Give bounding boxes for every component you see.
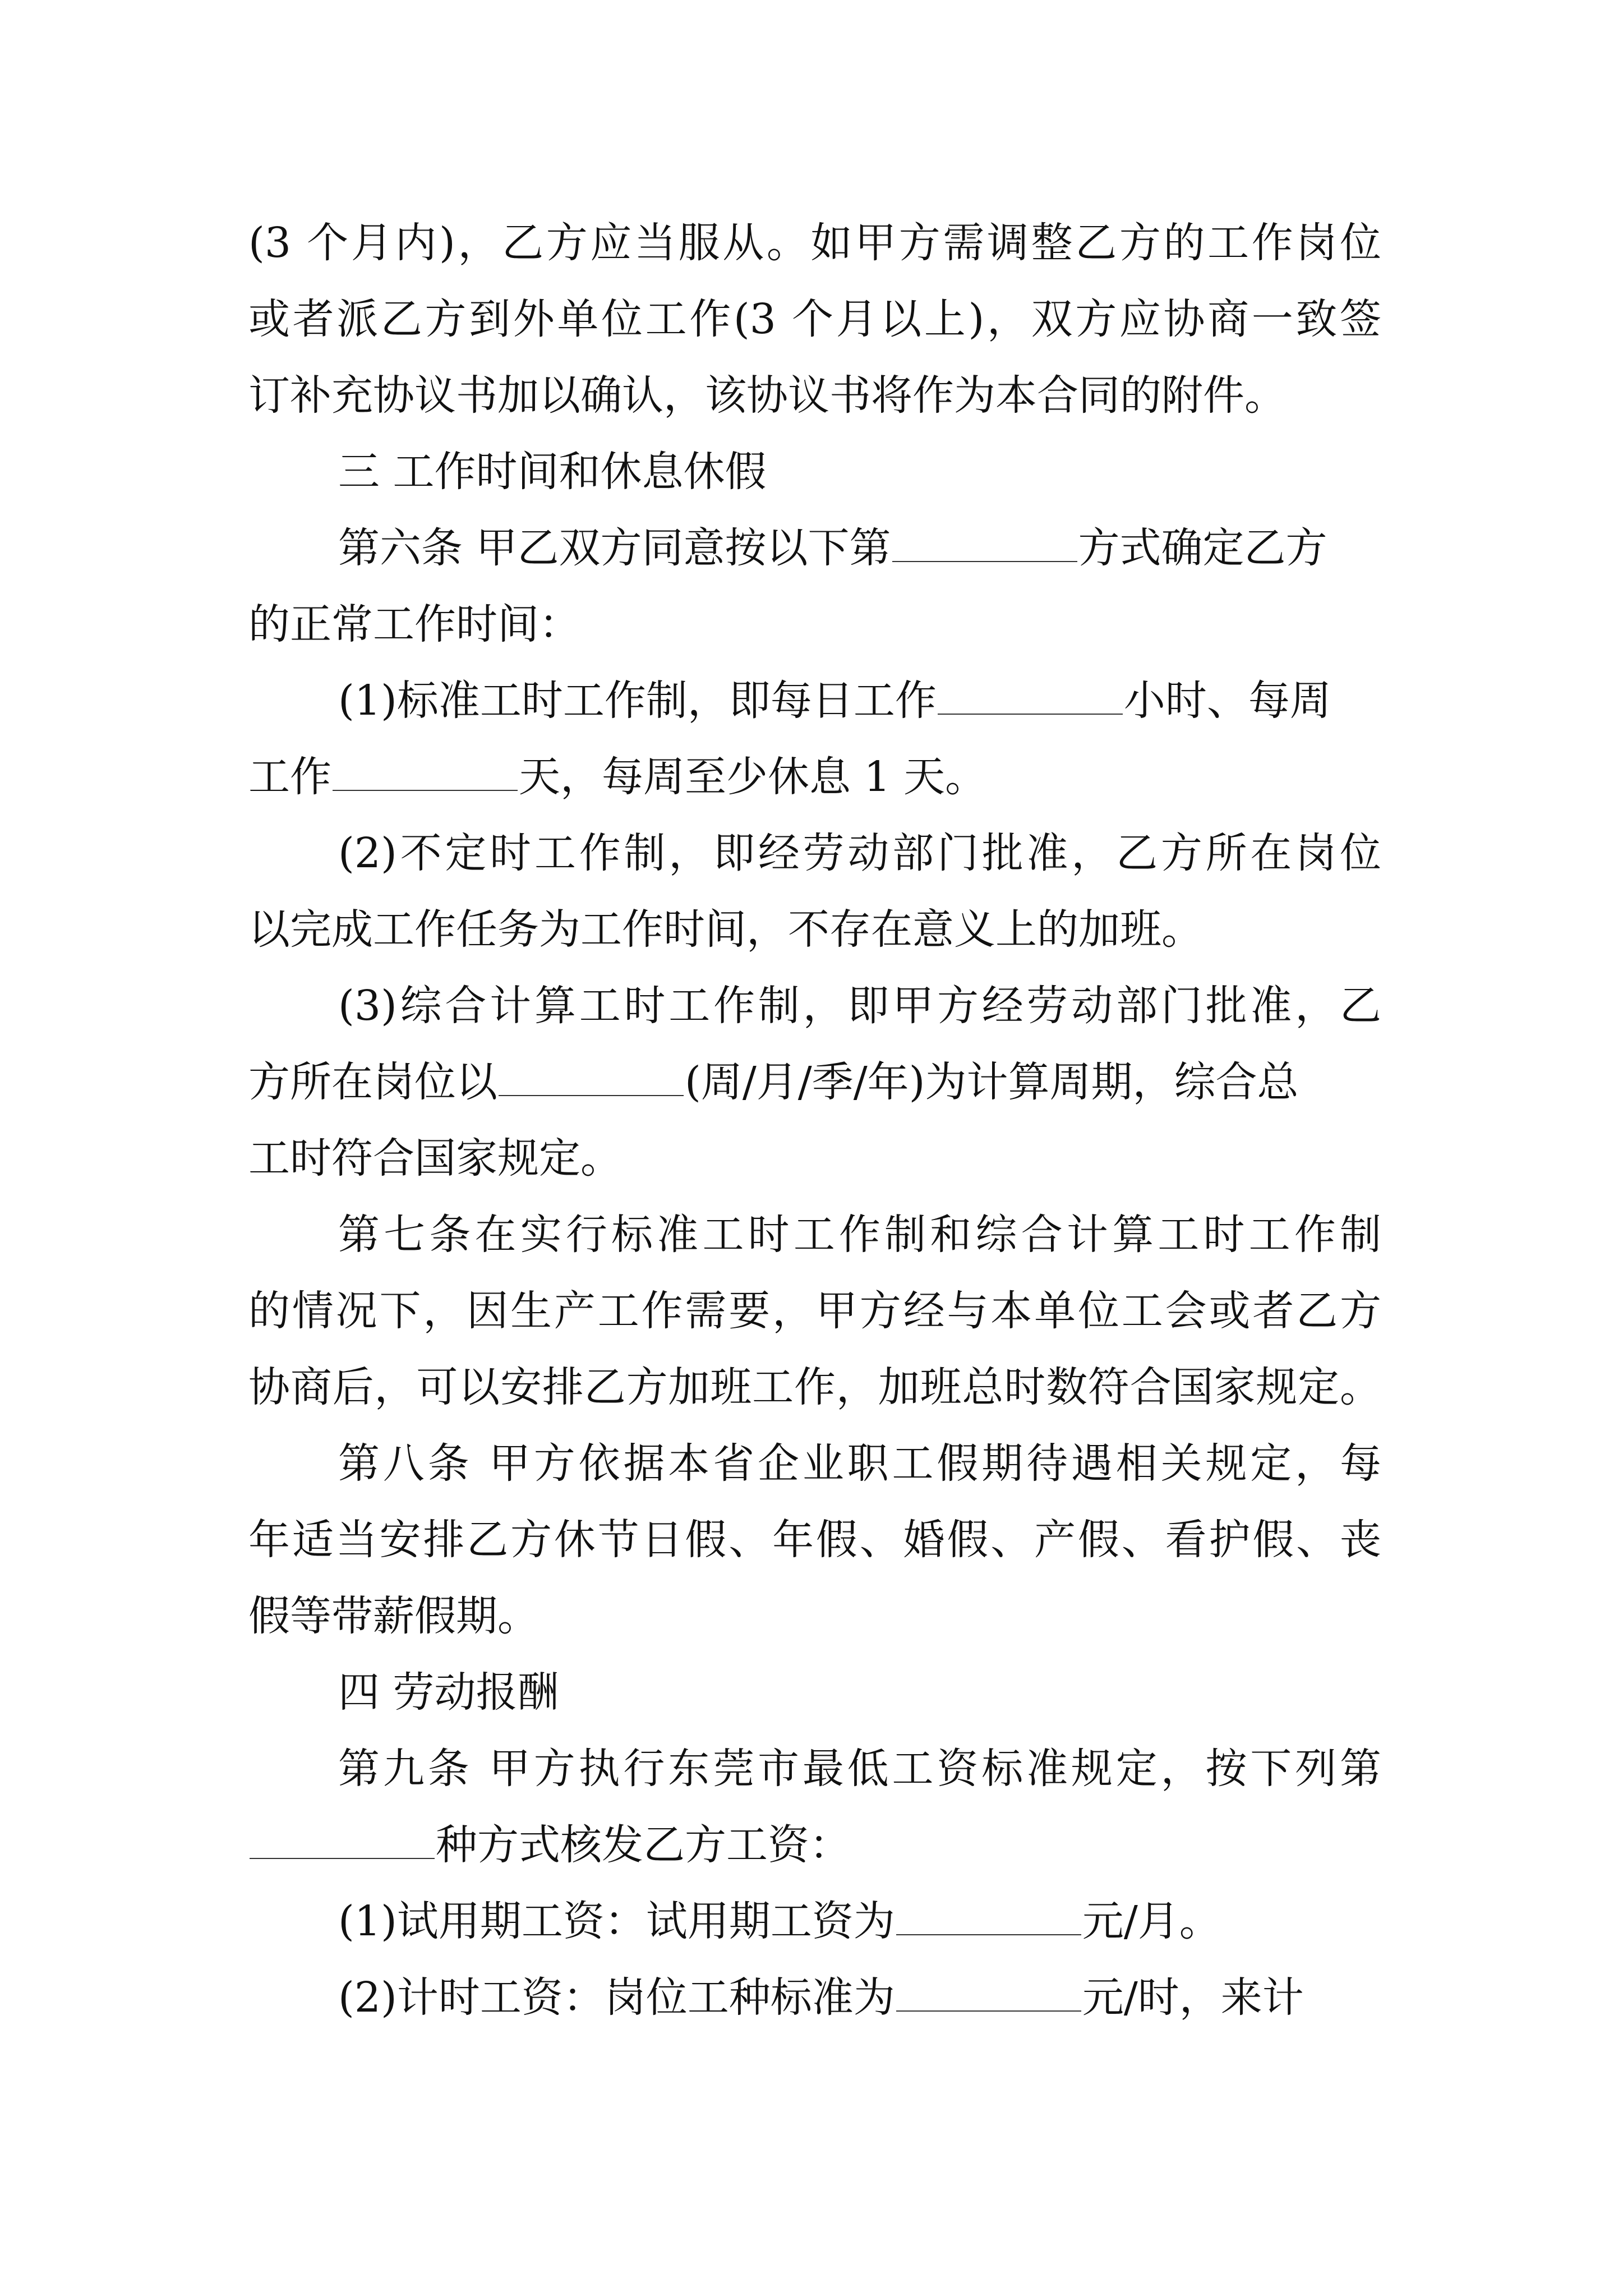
text-run: 小时、每周: [1123, 677, 1331, 725]
fill-in-blank[interactable]: [250, 1825, 435, 1859]
text-run: 或者派乙方到外单位工作(3 个月以上)，双方应协商一致签: [248, 295, 1381, 343]
text-line: [338, 510, 1381, 586]
text-line: [338, 1883, 1381, 1959]
text-run: 元/时，来计: [1082, 1973, 1304, 2022]
text-run: (周/月/季/年)为计算周期，综合总: [685, 1058, 1299, 1106]
text-run: 以完成工作任务为工作时间，不存在意义上的加班。: [248, 905, 1203, 954]
fill-in-blank[interactable]: [499, 1062, 684, 1096]
text-line: [248, 205, 1381, 281]
fill-in-blank[interactable]: [896, 1902, 1081, 1935]
text-run: (2)计时工资：岗位工种标准为: [338, 1973, 895, 2022]
text-line: [338, 1425, 1381, 1502]
text-run: 工作: [248, 753, 331, 801]
text-run: 第六条 甲乙双方同意按以下第: [338, 524, 891, 572]
text-line: [338, 815, 1381, 891]
text-run: 假等带薪假期。: [248, 1592, 539, 1640]
text-run: 协商后，可以安排乙方加班工作，加班总时数符合国家规定。: [248, 1363, 1381, 1411]
fill-in-blank[interactable]: [892, 528, 1077, 562]
text-line: [338, 662, 1381, 739]
text-line: [338, 1959, 1381, 2036]
text-line: [248, 1273, 1381, 1349]
text-line: [248, 739, 1381, 815]
text-line: [248, 586, 1381, 662]
text-line: [248, 357, 1381, 434]
text-line: [338, 1197, 1381, 1273]
text-line: [248, 891, 1381, 968]
text-run: 年适当安排乙方休节日假、年假、婚假、产假、看护假、丧: [248, 1516, 1381, 1564]
text-line: [248, 1120, 1381, 1197]
text-run: 天，每周至少休息 1 天。: [519, 753, 987, 801]
text-run: 四 劳动报酬: [338, 1668, 559, 1717]
text-run: 第九条 甲方执行东莞市最低工资标准规定，按下列第: [338, 1745, 1381, 1793]
text-line: [248, 1578, 1381, 1654]
text-run: 方式确定乙方: [1078, 524, 1327, 572]
text-run: (3 个月内)，乙方应当服从。如甲方需调整乙方的工作岗位: [248, 219, 1381, 267]
text-run: 元/月。: [1082, 1897, 1221, 1945]
text-run: (1)标准工时工作制，即每日工作: [338, 677, 937, 725]
text-run: (1)试用期工资：试用期工资为: [338, 1897, 895, 1945]
text-run: 三 工作时间和休息休假: [338, 448, 767, 496]
text-line: [248, 1044, 1381, 1120]
fill-in-blank[interactable]: [938, 681, 1123, 715]
text-run: 第七条在实行标准工时工作制和综合计算工时工作制: [338, 1211, 1381, 1259]
text-run: (3)综合计算工时工作制，即甲方经劳动部门批准，乙: [338, 982, 1381, 1030]
fill-in-blank[interactable]: [896, 1978, 1081, 2012]
text-run: 的情况下，因生产工作需要，甲方经与本单位工会或者乙方: [248, 1287, 1381, 1335]
section-heading: [338, 434, 1381, 510]
text-line: [248, 281, 1381, 357]
text-run: 方所在岗位以: [248, 1058, 497, 1106]
text-run: 的正常工作时间：: [248, 600, 580, 648]
section-heading: [338, 1654, 1381, 1731]
text-line: [338, 1731, 1381, 1807]
text-run: 工时符合国家规定。: [248, 1134, 622, 1182]
text-line: [248, 1502, 1381, 1578]
text-line: [338, 968, 1381, 1044]
text-run: 种方式核发乙方工资：: [436, 1821, 851, 1869]
text-line: [248, 1807, 1381, 1883]
fill-in-blank[interactable]: [333, 757, 518, 791]
text-run: 订补充协议书加以确认，该协议书将作为本合同的附件。: [248, 371, 1286, 420]
text-line: [248, 1349, 1381, 1425]
text-run: (2)不定时工作制，即经劳动部门批准，乙方所在岗位: [338, 829, 1381, 877]
text-run: 第八条 甲方依据本省企业职工假期待遇相关规定，每: [338, 1439, 1381, 1488]
